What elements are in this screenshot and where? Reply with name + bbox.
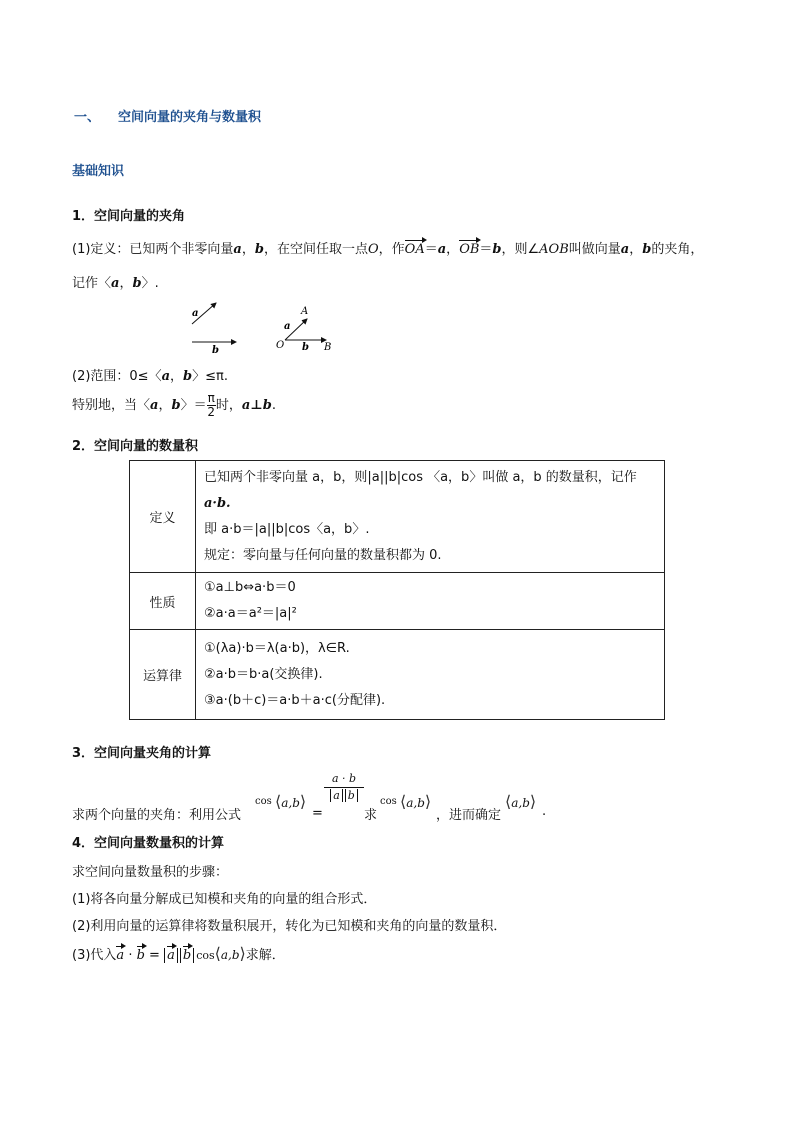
angle-bracket-1: ⟨a,b⟩ [275, 792, 307, 811]
dot-product-table [129, 460, 665, 720]
row-label-laws: 运算律 [130, 630, 196, 720]
row-value-laws: ①(λa)·b＝λ(a·b)，λ∈R. ②a·b＝b·a(交换律). ③a·(b＋c)＝a·b＋a·c(分配律). [196, 630, 665, 720]
section-heading [74, 106, 261, 125]
fig-left-b-label: b [212, 345, 219, 356]
sec3-title: 3．空间向量夹角的计算 [72, 746, 212, 761]
fig-left-a-label: a [192, 308, 199, 319]
sec1-notation: 记作〈a，b〉. [72, 276, 159, 291]
section-number: 一、 [74, 110, 101, 125]
row-label-properties: 性质 [130, 573, 196, 630]
fraction-pi-over-2: $\frac{\pi}{2}$ [207, 391, 216, 419]
sec4-step-2: (2)利用向量的运算律将数量积展开，转化为已知模和夹角的向量的数量积． [72, 919, 507, 934]
fig-right-a-label: a [284, 321, 291, 332]
table-row [130, 573, 665, 630]
row-value-definition: 已知两个非零向量 a，b，则|a||b|cos 〈a，b〉叫做 a，b 的数量积，记作 a·b. 即 a·b＝|a||b|cos〈a，b〉. 规定：零向量与任何向量的数量积都为 0. [196, 461, 665, 573]
angle-figure [180, 298, 350, 360]
fig-point-a-label: A [301, 306, 309, 317]
vector-oa: OA [404, 242, 425, 257]
fig-point-o-label: O [276, 340, 285, 351]
fig-point-b-label: B [324, 342, 332, 353]
sec1-range: (2)范围：0≤〈a，b〉≤π. [72, 369, 228, 384]
sec1-special: 特别地，当〈a，b〉＝ $\frac{\pi}{2}$ 时，a⊥b. [72, 391, 276, 419]
sec4-step-1: (1)将各向量分解成已知模和夹角的向量的组合形式． [72, 892, 377, 907]
row-value-properties: ①a⊥b⇔a·b＝0 ②a·a＝a²＝|a|² [196, 573, 665, 630]
sec1-title: 1．空间向量的夹角 [72, 209, 186, 224]
row-label-definition: 定义 [130, 461, 196, 573]
sec1-definition: (1)定义：已知两个非零向量a，b，在空间任取一点O，作OA＝a，OB＝b，则∠AOB叫做向量a，b的夹角， [72, 242, 704, 257]
sec2-title: 2．空间向量的数量积 [72, 439, 199, 454]
angle-bracket-3: ⟨a,b⟩ [505, 792, 537, 811]
sec4-intro: 求空间向量数量积的步骤： [72, 865, 229, 880]
table-row [130, 630, 665, 720]
fig-right-b-label: b [302, 342, 309, 353]
table-row [130, 461, 665, 573]
vector-ob: OB [459, 242, 480, 257]
subheading-basic: 基础知识 [72, 164, 125, 179]
sec4-title: 4．空间向量数量积的计算 [72, 836, 225, 851]
angle-bracket-2: ⟨a,b⟩ [400, 792, 432, 811]
sec4-step-3: (3)代入a · b = a b cos⟨a,b⟩求解． [72, 944, 285, 963]
fraction-formula: a · b a b [324, 772, 364, 802]
section-title: 空间向量的夹角与数量积 [118, 110, 262, 125]
